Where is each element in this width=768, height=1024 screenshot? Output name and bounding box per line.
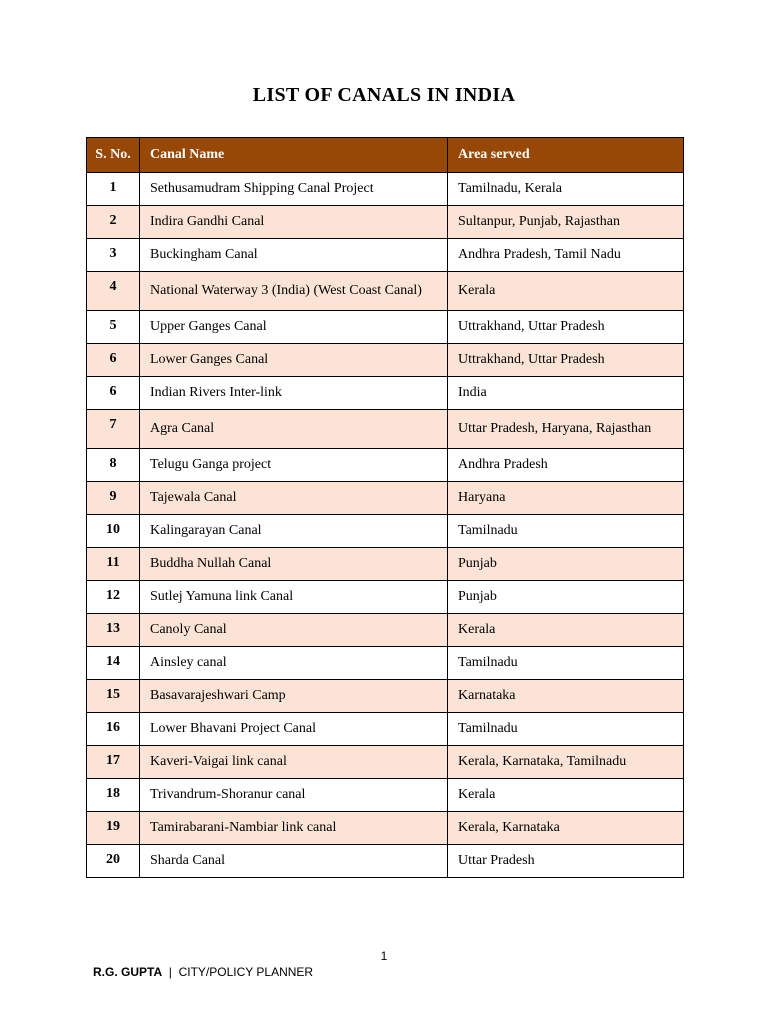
table-row bbox=[87, 812, 684, 845]
canals-table bbox=[86, 137, 684, 878]
cell-serial-number: 18 bbox=[87, 779, 140, 812]
table-row bbox=[87, 311, 684, 344]
table-row bbox=[87, 206, 684, 239]
table-row bbox=[87, 515, 684, 548]
cell-area-served: Kerala bbox=[448, 614, 684, 647]
cell-serial-number: 16 bbox=[87, 713, 140, 746]
cell-area-served: Tamilnadu bbox=[448, 515, 684, 548]
cell-area-served: Karnataka bbox=[448, 680, 684, 713]
cell-canal-name: Kalingarayan Canal bbox=[140, 515, 448, 548]
table-row bbox=[87, 548, 684, 581]
cell-serial-number: 12 bbox=[87, 581, 140, 614]
cell-area-served: Kerala bbox=[448, 272, 684, 311]
table-row bbox=[87, 614, 684, 647]
cell-canal-name: Telugu Ganga project bbox=[140, 449, 448, 482]
document-title: LIST OF CANALS IN INDIA bbox=[252, 84, 516, 106]
footer-role: CITY/POLICY PLANNER bbox=[178, 965, 314, 979]
cell-serial-number: 9 bbox=[87, 482, 140, 515]
cell-serial-number: 20 bbox=[87, 845, 140, 878]
cell-canal-name: Indian Rivers Inter-link bbox=[140, 377, 448, 410]
cell-area-served: Kerala, Karnataka, Tamilnadu bbox=[448, 746, 684, 779]
cell-area-served: India bbox=[448, 377, 684, 410]
table-row bbox=[87, 239, 684, 272]
cell-area-served: Tamilnadu, Kerala bbox=[448, 173, 684, 206]
table-row bbox=[87, 647, 684, 680]
cell-serial-number: 7 bbox=[87, 410, 140, 449]
cell-area-served: Haryana bbox=[448, 482, 684, 515]
cell-serial-number: 19 bbox=[87, 812, 140, 845]
cell-canal-name: Ainsley canal bbox=[140, 647, 448, 680]
header-area-served: Area served bbox=[448, 138, 684, 173]
cell-canal-name: Indira Gandhi Canal bbox=[140, 206, 448, 239]
page-footer bbox=[93, 965, 313, 979]
table-row bbox=[87, 845, 684, 878]
table-body bbox=[87, 173, 684, 878]
cell-serial-number: 10 bbox=[87, 515, 140, 548]
cell-serial-number: 6 bbox=[87, 377, 140, 410]
table-row bbox=[87, 746, 684, 779]
cell-area-served: Punjab bbox=[448, 581, 684, 614]
cell-canal-name: Basavarajeshwari Camp bbox=[140, 680, 448, 713]
table-row bbox=[87, 410, 684, 449]
cell-canal-name: Kaveri-Vaigai link canal bbox=[140, 746, 448, 779]
cell-area-served: Kerala bbox=[448, 779, 684, 812]
cell-serial-number: 6 bbox=[87, 344, 140, 377]
cell-canal-name: Tamirabarani-Nambiar link canal bbox=[140, 812, 448, 845]
cell-area-served: Uttrakhand, Uttar Pradesh bbox=[448, 344, 684, 377]
header-serial-number: S. No. bbox=[87, 138, 140, 173]
cell-area-served: Punjab bbox=[448, 548, 684, 581]
cell-canal-name: Sutlej Yamuna link Canal bbox=[140, 581, 448, 614]
cell-canal-name: Lower Ganges Canal bbox=[140, 344, 448, 377]
cell-serial-number: 11 bbox=[87, 548, 140, 581]
table-row bbox=[87, 344, 684, 377]
footer-author: R.G. GUPTA bbox=[93, 965, 163, 979]
table-row bbox=[87, 173, 684, 206]
cell-serial-number: 14 bbox=[87, 647, 140, 680]
cell-area-served: Andhra Pradesh bbox=[448, 449, 684, 482]
cell-serial-number: 13 bbox=[87, 614, 140, 647]
cell-canal-name: Upper Ganges Canal bbox=[140, 311, 448, 344]
page-number: 1 bbox=[380, 949, 388, 963]
cell-canal-name: Canoly Canal bbox=[140, 614, 448, 647]
table-row bbox=[87, 680, 684, 713]
cell-area-served: Sultanpur, Punjab, Rajasthan bbox=[448, 206, 684, 239]
table-row bbox=[87, 713, 684, 746]
table-row bbox=[87, 377, 684, 410]
cell-canal-name: Agra Canal bbox=[140, 410, 448, 449]
cell-serial-number: 8 bbox=[87, 449, 140, 482]
cell-canal-name: Buddha Nullah Canal bbox=[140, 548, 448, 581]
footer-separator: | bbox=[168, 965, 172, 979]
cell-serial-number: 1 bbox=[87, 173, 140, 206]
table-row bbox=[87, 449, 684, 482]
cell-serial-number: 3 bbox=[87, 239, 140, 272]
cell-area-served: Uttar Pradesh, Haryana, Rajasthan bbox=[448, 410, 684, 449]
cell-area-served: Tamilnadu bbox=[448, 647, 684, 680]
cell-serial-number: 4 bbox=[87, 272, 140, 311]
cell-area-served: Uttar Pradesh bbox=[448, 845, 684, 878]
cell-canal-name: Trivandrum-Shoranur canal bbox=[140, 779, 448, 812]
cell-canal-name: Lower Bhavani Project Canal bbox=[140, 713, 448, 746]
table-row bbox=[87, 581, 684, 614]
cell-canal-name: Tajewala Canal bbox=[140, 482, 448, 515]
table-row bbox=[87, 272, 684, 311]
cell-serial-number: 5 bbox=[87, 311, 140, 344]
cell-area-served: Uttrakhand, Uttar Pradesh bbox=[448, 311, 684, 344]
cell-serial-number: 15 bbox=[87, 680, 140, 713]
cell-canal-name: Buckingham Canal bbox=[140, 239, 448, 272]
cell-serial-number: 17 bbox=[87, 746, 140, 779]
cell-canal-name: National Waterway 3 (India) (West Coast Canal) bbox=[140, 272, 448, 311]
cell-serial-number: 2 bbox=[87, 206, 140, 239]
table-row bbox=[87, 482, 684, 515]
header-canal-name: Canal Name bbox=[140, 138, 448, 173]
cell-canal-name: Sethusamudram Shipping Canal Project bbox=[140, 173, 448, 206]
cell-area-served: Andhra Pradesh, Tamil Nadu bbox=[448, 239, 684, 272]
cell-area-served: Tamilnadu bbox=[448, 713, 684, 746]
table-header-row bbox=[87, 138, 684, 173]
cell-area-served: Kerala, Karnataka bbox=[448, 812, 684, 845]
table-row bbox=[87, 779, 684, 812]
cell-canal-name: Sharda Canal bbox=[140, 845, 448, 878]
